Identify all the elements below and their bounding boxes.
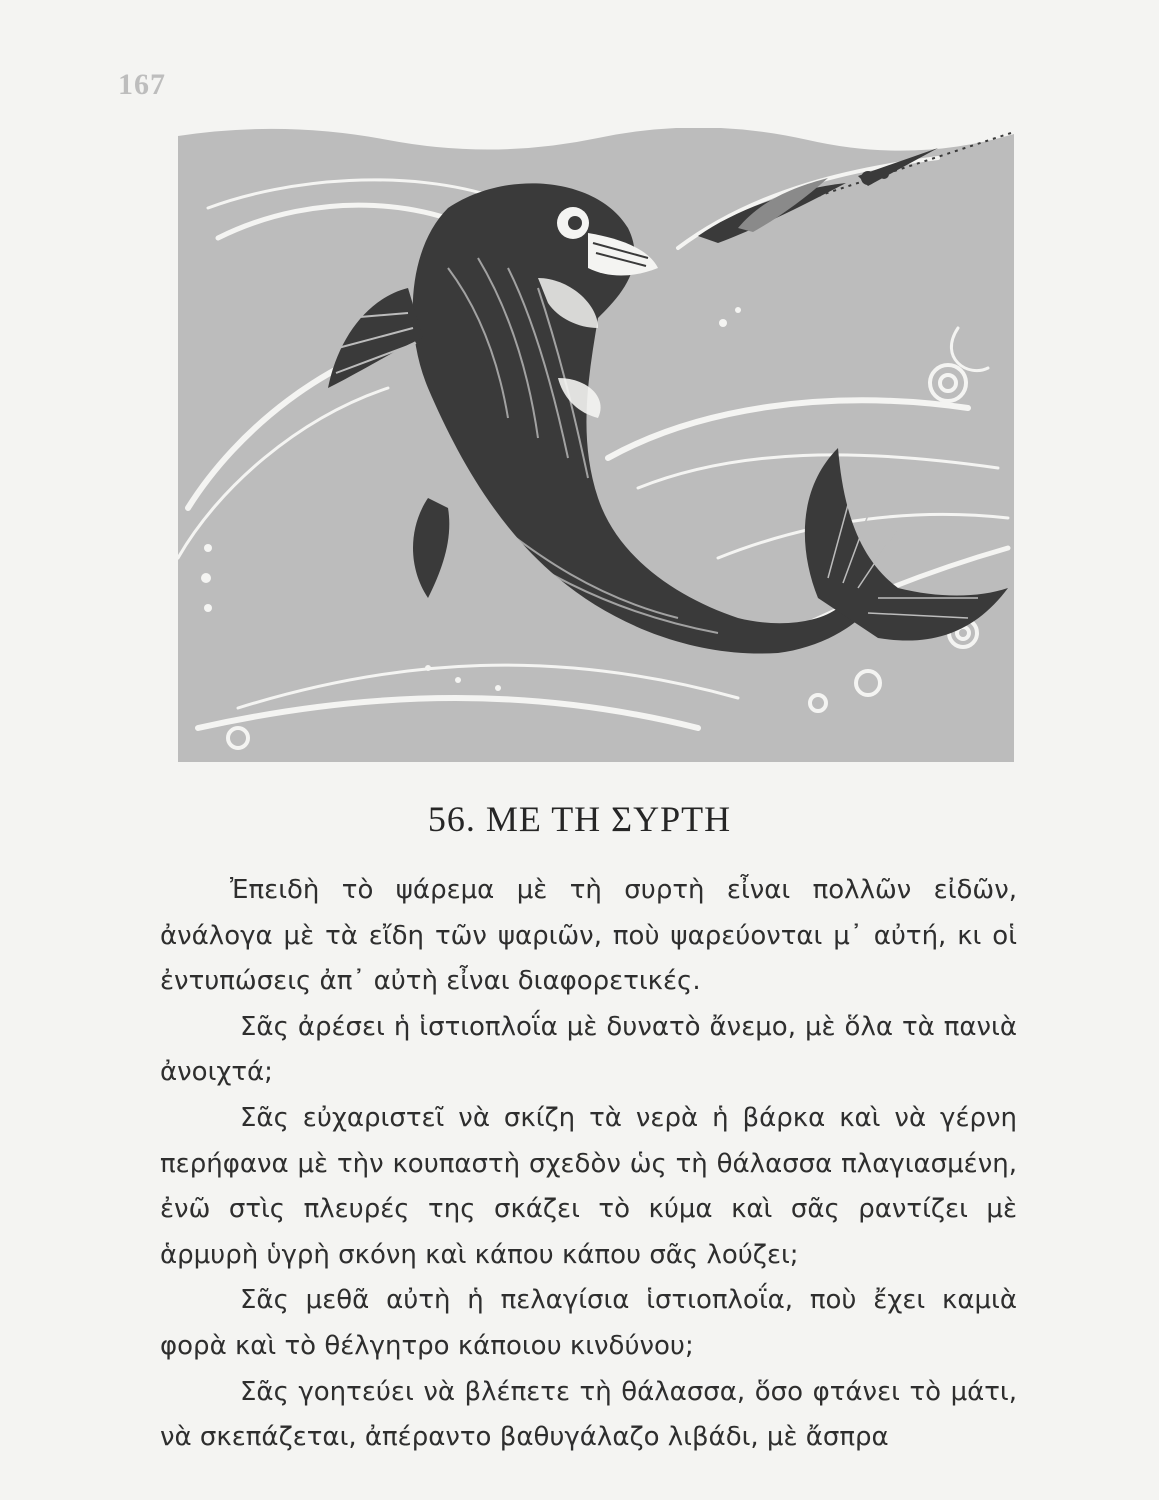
chapter-heading: 56. ΜΕ ΤΗ ΣΥΡΤΗ — [427, 799, 732, 839]
paragraph: Σᾶς ἀρέσει ἡ ἱστιοπλοΐα μὲ δυνατὸ ἄνεμο, μὲ ὅλα τὰ πανιὰ ἀνοιχτά; — [160, 1011, 1017, 1088]
paragraph: Ἐπειδὴ τὸ ψάρεμα μὲ τὴ συρτὴ εἶναι πολλῶν εἰδῶν, ἀνάλογα μὲ τὰ εἴδη τῶν ψαριῶν, ποὺ ψαρεύονται μ᾽ αὐτή, κι οἱ ἐντυπώσεις ἀπ᾽ αὐτὴ εἶναι διαφορετικές. — [160, 875, 1017, 997]
paragraph: Σᾶς μεθᾶ αὐτὴ ἡ πελαγίσια ἱστιοπλοΐα, ποὺ ἔχει καμιὰ φορὰ καὶ τὸ θέλγητρο κάποιου κινδύνου; — [160, 1285, 1017, 1361]
body-text — [160, 868, 1017, 1461]
paragraph: Σᾶς εὐχαριστεῖ νὰ σκίζη τὰ νερὰ ἡ βάρκα καὶ νὰ γέρνη περήφανα μὲ τὴν κουπαστὴ σχεδὸν ὡς τὴ θάλασσα πλαγιασμένη, ἐνῶ στὶς πλευρές της σκάζει τὸ κύμα καὶ σᾶς ραντίζει μὲ ἁρμυρὴ ὑγρὴ σκόνη καὶ κάπου κάπου σᾶς λούζει; — [160, 1102, 1017, 1270]
fish-chasing-lure-woodcut-icon — [178, 128, 1014, 762]
page-number: 167 — [118, 68, 166, 101]
paragraph: Σᾶς γοητεύει νὰ βλέπετε τὴ θάλασσα, ὅσο φτάνει τὸ μάτι, νὰ σκεπάζεται, ἀπέραντο βαθυγάλαζο λιβάδι, μὲ ἄσπρα — [160, 1376, 1017, 1453]
